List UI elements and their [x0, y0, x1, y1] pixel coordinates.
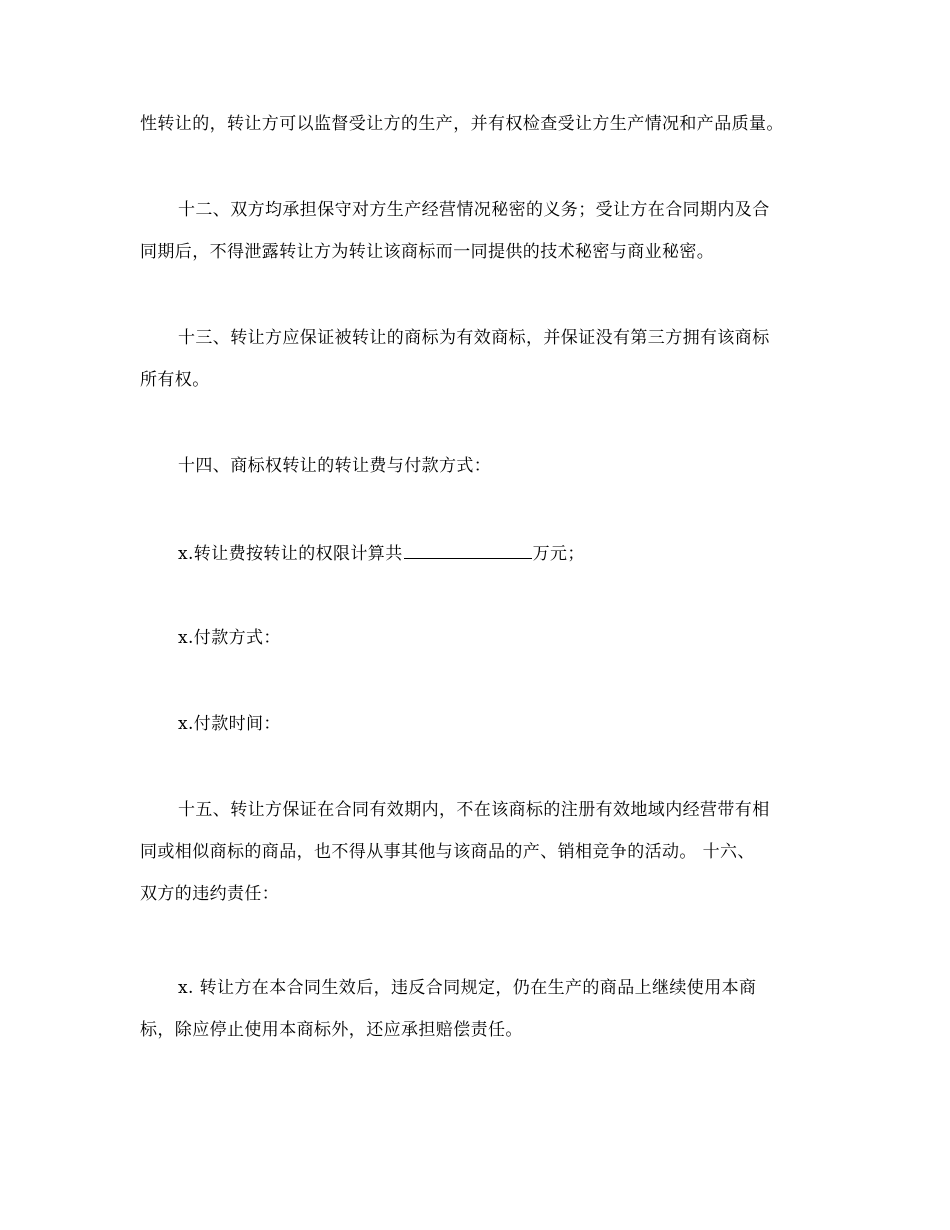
- clause-15-line-3: 双方的违约责任：: [140, 884, 280, 904]
- clause-15-line-2: 同或相似商标的商品，也不得从事其他与该商品的产、销相竞争的活动。 十六、: [140, 842, 755, 862]
- clause-16-item-1-line-1: x. 转让方在本合同生效后，违反合同规定，仍在生产的商品上继续使用本商: [178, 978, 757, 998]
- clause-14-item-1-text: x.转让费按转让的权限计算共: [178, 544, 403, 564]
- clause-12-line-2: 同期后，不得泄露转让方为转让该商标而一同提供的技术秘密与商业秘密。: [140, 242, 715, 262]
- clause-15-line-1: 十五、转让方保证在合同有效期内，不在该商标的注册有效地域内经营带有相: [178, 800, 770, 820]
- clause-13-line-2: 所有权。: [140, 370, 210, 390]
- clause-13-line-1: 十三、转让方应保证被转让的商标为有效商标，并保证没有第三方拥有该商标: [178, 328, 770, 348]
- clause-14-item-1-unit: 万元；: [532, 544, 585, 564]
- clause-14-item-2: x.付款方式：: [178, 628, 281, 648]
- fee-amount-blank: [404, 542, 532, 559]
- clause-12-line-1: 十二、双方均承担保守对方生产经营情况秘密的义务；受让方在合同期内及合: [178, 200, 770, 220]
- clause-14-heading: 十四、商标权转让的转让费与付款方式：: [178, 456, 492, 476]
- clause-14-item-1: [178, 542, 585, 564]
- clause-11-continuation: 性转让的，转让方可以监督受让方的生产，并有权检查受让方生产情况和产品质量。: [140, 114, 784, 134]
- clause-16-item-1-line-2: 标，除应停止使用本商标外，还应承担赔偿责任。: [140, 1020, 523, 1040]
- clause-14-item-3: x.付款时间：: [178, 714, 281, 734]
